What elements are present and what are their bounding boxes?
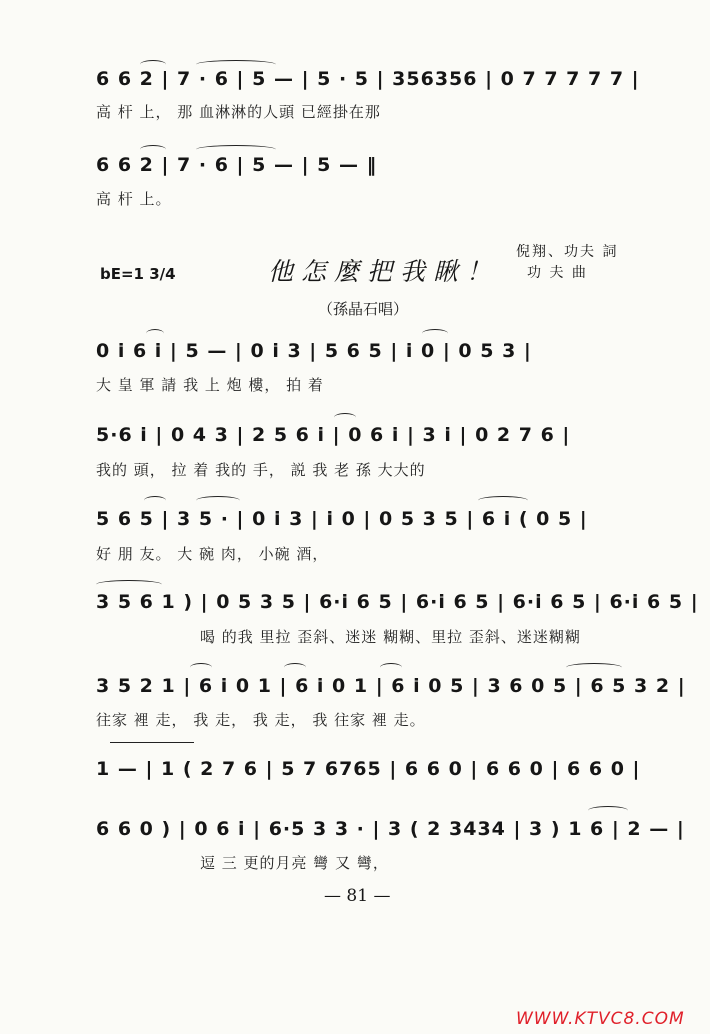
system-2-notes: 5·6 i | 0 4 3 | 2 5 6 i | 0 6 i | 3 i | 0 2 7 6 | — [96, 424, 571, 446]
system-1-lyrics: 大 皇 軍 請 我 上 炮 樓， 拍 着 — [96, 376, 324, 394]
prev-slur — [196, 60, 276, 69]
system-5-notes: 3 5 2 1 | 6 i 0 1 | 6 i 0 1 | 6 i 0 5 | 3 6 0 5 | 6 5 3 2 | — [96, 675, 686, 697]
page-number: — 81 — — [324, 886, 391, 906]
slur — [422, 329, 448, 338]
system-3-lyrics: 好 朋 友。 大 碗 肉， 小碗 酒， — [96, 545, 329, 563]
slur — [284, 663, 306, 672]
prev-system2-lyrics: 高 杆 上。 — [96, 190, 172, 208]
system-2-lyrics: 我的 頭， 拉 着 我的 手， 説 我 老 孫 大大的 — [96, 461, 426, 479]
system-6-notes: 1 — | 1 ( 2 7 6 | 5 7 6765 | 6 6 0 | 6 6 0 | 6 6 0 | — [96, 758, 641, 780]
prev-slur — [140, 60, 166, 69]
key-signature: bE=1 3/4 — [100, 265, 176, 283]
prev-system2-notes: 6 6 2 | 7 · 6 | 5 — | 5 — ‖ — [96, 154, 378, 176]
slur — [380, 663, 402, 672]
slur — [96, 580, 162, 589]
slur — [588, 806, 628, 815]
system-7-lyrics: 逗 三 更的月亮 彎 又 彎， — [200, 854, 389, 872]
prev-system1-lyrics: 高 杆 上， 那 血淋淋的人頭 已經掛在那 — [96, 103, 381, 121]
slur — [144, 496, 166, 505]
prev-system1-notes: 6 6 2 | 7 · 6 | 5 — | 5 · 5 | 356356 | 0 7 7 7 7 7 | — [96, 68, 640, 90]
tie-line — [110, 742, 194, 743]
system-7-notes: 6 6 0 ) | 0 6 i | 6·5 3 3 · | 3 ( 2 3434 | 3 ) 1 6 | 2 — | — [96, 818, 685, 840]
slur — [566, 663, 622, 672]
slur — [146, 329, 164, 338]
credits-lyricist: 倪翔、功夫 詞 — [516, 244, 619, 260]
system-1-notes: 0 i 6 i | 5 — | 0 i 3 | 5 6 5 | i 0 | 0 5 3 | — [96, 340, 532, 362]
watermark: WWW.KTVC8.COM — [516, 1009, 685, 1029]
system-5-lyrics: 往家 裡 走， 我 走， 我 走， 我 往家 裡 走。 — [96, 711, 426, 729]
system-4-notes: 3 5 6 1 ) | 0 5 3 5 | 6·i 6 5 | 6·i 6 5 | 6·i 6 5 | 6·i 6 5 | — [96, 591, 699, 613]
song-title: 他怎麼把我瞅！ — [268, 257, 500, 286]
prev-slur — [196, 145, 276, 154]
slur — [196, 496, 240, 505]
system-3-notes: 5 6 5 | 3 5 · | 0 i 3 | i 0 | 0 5 3 5 | 6 i ( 0 5 | — [96, 508, 588, 530]
slur — [334, 413, 356, 422]
slur — [190, 663, 212, 672]
slur — [478, 496, 528, 505]
singer: （孫晶石唱） — [318, 300, 409, 318]
system-4-lyrics: 喝 的我 里拉 歪斜、迷迷 糊糊、里拉 歪斜、迷迷糊糊 — [200, 628, 581, 646]
credits-composer: 功 夫 曲 — [527, 265, 588, 281]
prev-slur — [140, 145, 166, 154]
